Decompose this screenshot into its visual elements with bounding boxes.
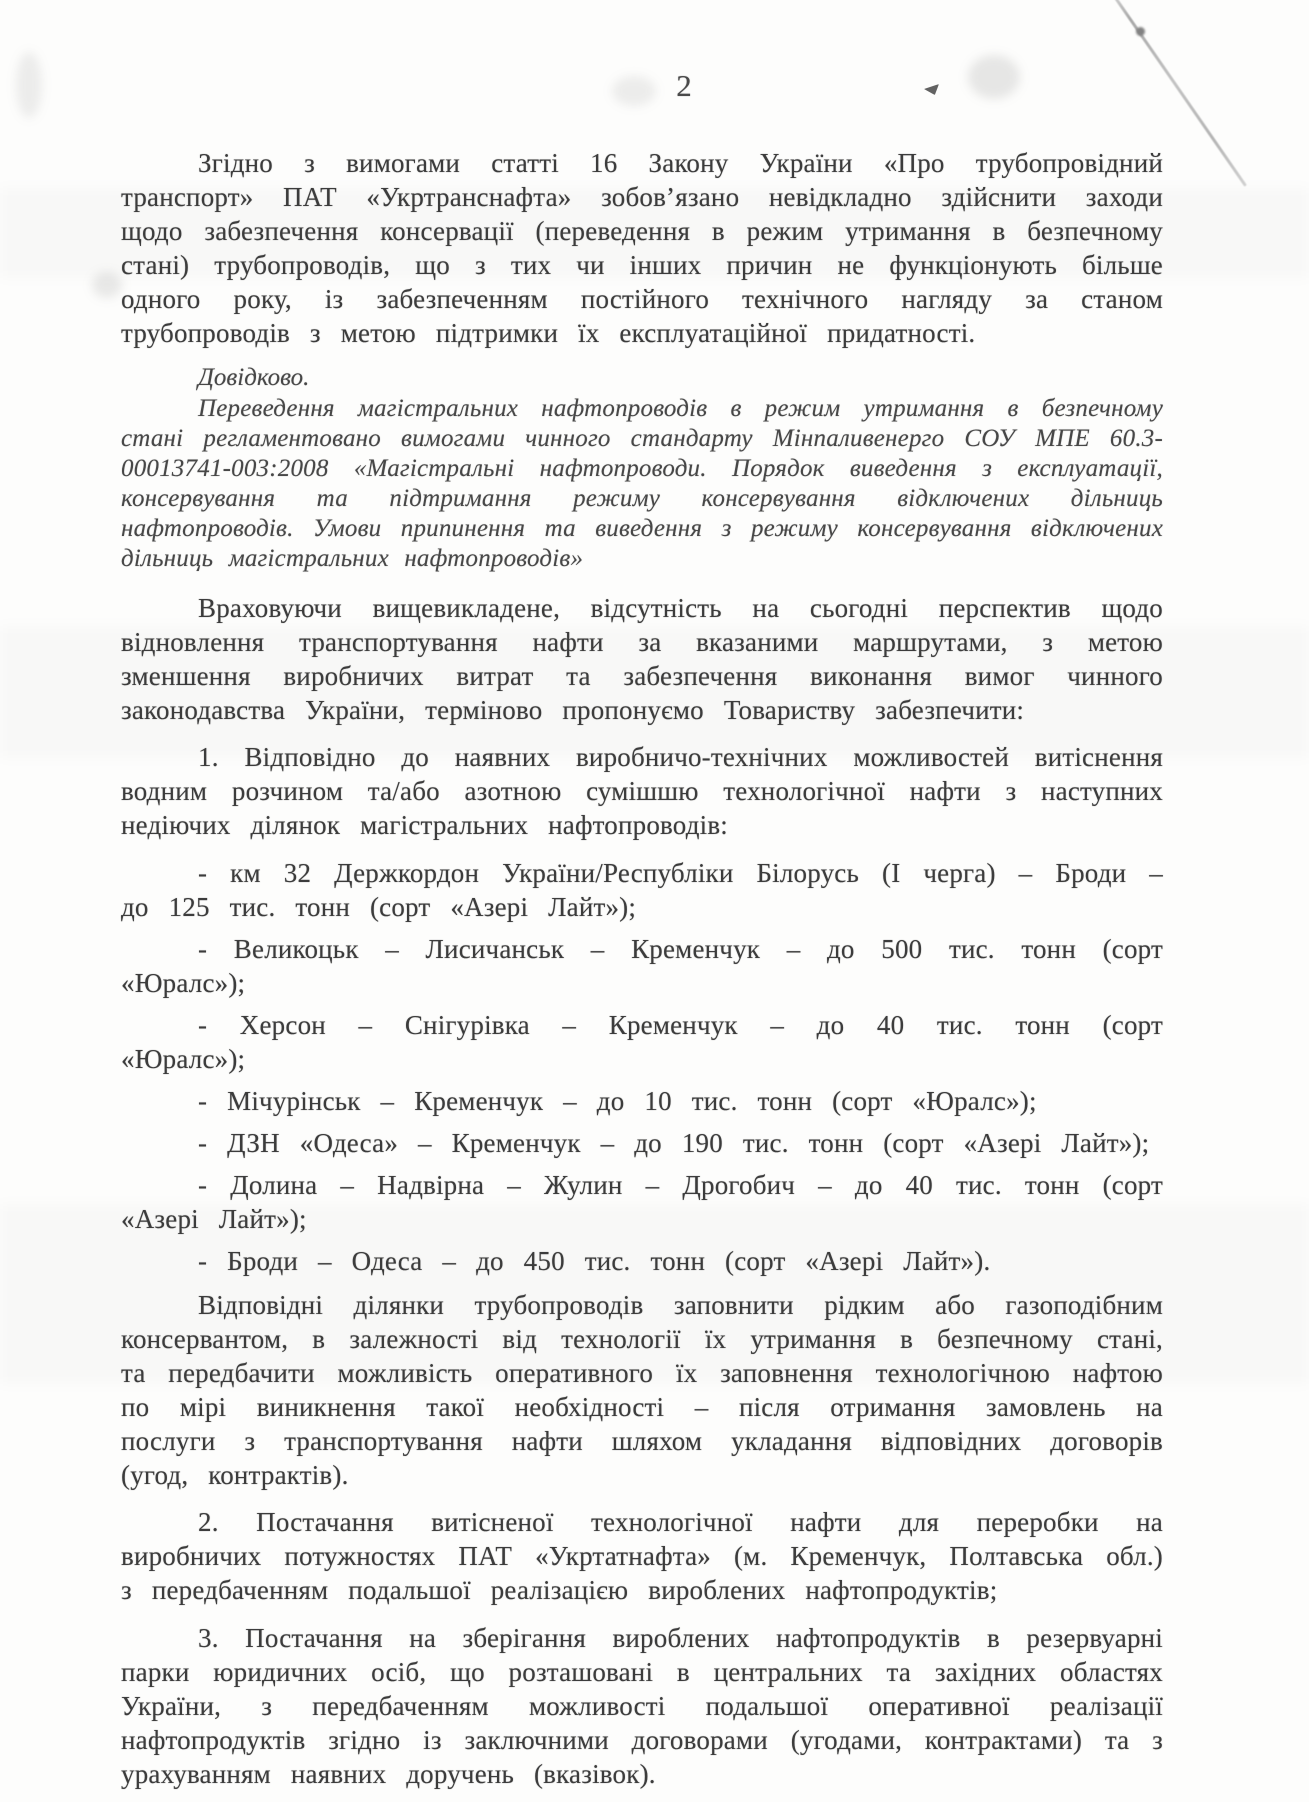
page-number: 2 bbox=[676, 68, 692, 103]
pipeline-bullet-item: - Херсон – Снігурівка – Кременчук – до 40 тис. тонн (сорт «Юралс»); bbox=[121, 1010, 1163, 1074]
pipeline-bullet-item: - Мічурінськ – Кременчук – до 10 тис. тонн (сорт «Юралс»); bbox=[198, 1086, 1037, 1116]
pipeline-bullet-item: - Долина – Надвірна – Жулин – Дрогобич – до 40 тис. тонн (сорт «Азері Лайт»); bbox=[121, 1170, 1163, 1234]
pipeline-bullet-item: - км 32 Держкордон України/Республіки Білорусь (І черга) – Броди – до 125 тис. тонн (сорт «Азері Лайт»); bbox=[121, 858, 1163, 922]
reference-paragraph: Переведення магістральних нафтопроводів в режим утримання в безпечному стані регламентовано вимогами чинного стандарту Мінпаливенерго СОУ МПЕ 60.3-00013741-003:2008 «Магістральні нафтопроводи. Порядок виведення з експлуатації, консервування та підтримання режиму консервування відключених дільниць нафтопроводів. Умови припинення та виведення з режиму консервування відключених дільниць магістральних нафтопроводів» bbox=[121, 395, 1163, 572]
reference-label: Довідково. bbox=[198, 364, 310, 391]
scan-smudge-artifact bbox=[92, 272, 122, 298]
pipeline-sections-list bbox=[121, 856, 1163, 1278]
paragraph-legal-basis: Згідно з вимогами статті 16 Закону України «Про трубопровідний транспорт» ПАТ «Укртранснафта» зобов’язано невідкладно здійснити заходи щодо забезпечення консервації (переведення в режим утримання в безпечному стані) трубопроводів, що з тих чи інших причин не функціонують більше одного року, із забезпеченням постійного технічного нагляду за станом трубопроводів з метою підтримки їх експлуатаційної придатності. bbox=[121, 148, 1163, 348]
scan-ink-mark-artifact bbox=[924, 84, 939, 95]
pipeline-bullet-item: - Великоцьк – Лисичанськ – Кременчук – до 500 тис. тонн (сорт «Юралс»); bbox=[121, 934, 1163, 998]
list-item-2: 2. Постачання витісненої технологічної нафти для переробки на виробничих потужностях ПАТ «Укртатнафта» (м. Кременчук, Полтавська обл.) з передбаченням подальшої реалізацією вироблених нафтопродуктів; bbox=[121, 1507, 1163, 1605]
paragraph-proposal: Враховуючи вищевикладене, відсутність на сьогодні перспектив щодо відновлення транспортування нафти за вказаними маршрутами, з метою зменшення виробничих витрат та забезпечення виконання вимог чинного законодавства України, терміново пропонуємо Товариству забезпечити: bbox=[121, 593, 1163, 725]
scan-smudge-artifact bbox=[968, 55, 1020, 99]
scan-dot-artifact bbox=[1136, 27, 1145, 36]
pipeline-bullet-item: - ДЗН «Одеса» – Кременчук – до 190 тис. тонн (сорт «Азері Лайт»); bbox=[198, 1128, 1150, 1158]
scan-smudge-artifact bbox=[612, 76, 656, 106]
document-body bbox=[121, 146, 1163, 1802]
paragraph-conservation: Відповідні ділянки трубопроводів заповнити рідким або газоподібним консервантом, в залежності від технології їх утримання в безпечному стані, та передбачити можливість оперативного їх заповнення технологічною нафтою по мірі виникнення такої необхідності – після отримання замовлень на послуги з транспортування нафти шляхом укладання відповідних договорів (угод, контрактів). bbox=[121, 1290, 1163, 1490]
list-item-3: 3. Постачання на зберігання вироблених нафтопродуктів в резервуарні парки юридичних осіб, що розташовані в центральних та західних областях України, з передбаченням можливості подальшої оперативної реалізації нафтопродуктів згідно із заключними договорами (угодами, контрактами) та з урахуванням наявних доручень (вказівок). bbox=[121, 1623, 1163, 1789]
list-item-1: 1. Відповідно до наявних виробничо-технічних можливостей витіснення водним розчином та/або азотною сумішшю технологічної нафти з наступних недіючих ділянок магістральних нафтопроводів: bbox=[121, 742, 1163, 840]
pipeline-bullet-item: - Броди – Одеса – до 450 тис. тонн (сорт «Азері Лайт»). bbox=[198, 1246, 991, 1276]
scan-smudge-artifact bbox=[16, 52, 42, 118]
